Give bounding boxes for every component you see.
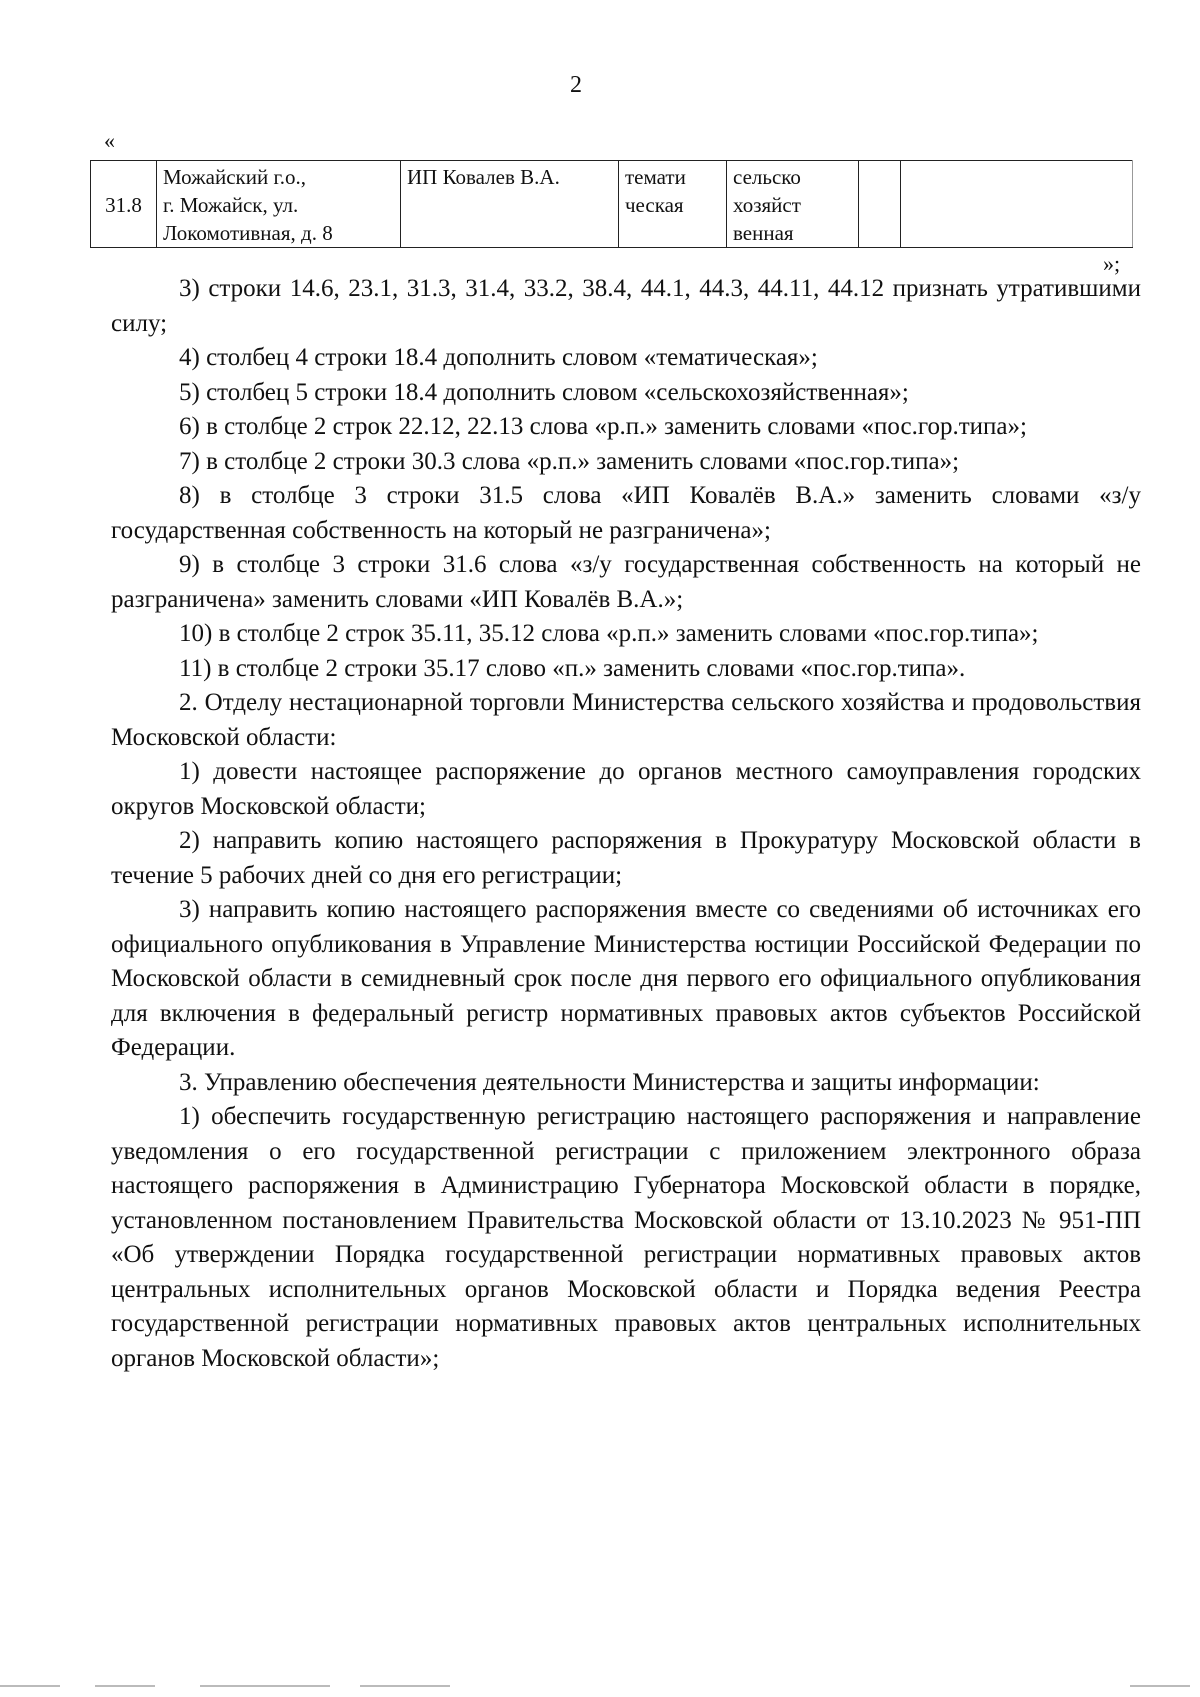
- address-line: Можайский г.о.,: [163, 165, 306, 189]
- scan-artifact: [360, 1685, 450, 1687]
- paragraph: 2) направить копию настоящего распоряжения в Прокуратуру Московской области в течение 5 рабочих дней со дня его регистрации;: [111, 827, 1141, 889]
- paragraph: 7) в столбце 2 строки 30.3 слова «р.п.» заменить словами «пос.гор.типа»;: [179, 447, 960, 475]
- owner-cell: [401, 161, 619, 248]
- specialization-line: сельско: [733, 165, 801, 189]
- paragraph: 11) в столбце 2 строки 35.17 слово «п.» заменить словами «пос.гор.типа».: [179, 654, 966, 682]
- table-close-quote: »;: [1103, 251, 1121, 276]
- paragraph: 3) направить копию настоящего распоряжения вместе со сведениями об источниках его официального опубликования в Управление Министерства юстиции Российской Федерации по Московской области в семидневный срок после дня первого его официального опубликования для включения в федеральный регистр нормативных правовых актов субъектов Российской Федерации.: [111, 896, 1141, 1061]
- page-number: 2: [570, 72, 582, 98]
- scan-artifact: [0, 1685, 60, 1687]
- empty-cell: [901, 161, 1133, 248]
- paragraph: 9) в столбце 3 строки 31.6 слова «з/у государственная собственность на который не разграничена» заменить словами «ИП Ковалёв В.А.»;: [111, 551, 1141, 613]
- paragraph: 2. Отделу нестационарной торговли Министерства сельского хозяйства и продовольствия Московской области:: [111, 689, 1141, 751]
- paragraph: 10) в столбце 2 строк 35.11, 35.12 слова «р.п.» заменить словами «пос.гор.типа»;: [179, 620, 1039, 647]
- scan-artifact: [1130, 1685, 1190, 1687]
- row-number-cell: 31.8: [91, 161, 157, 248]
- specialization-line: венная: [733, 221, 794, 245]
- address-cell: [157, 161, 401, 248]
- paragraph: 3) строки 14.6, 23.1, 31.3, 31.4, 33.2, 38.4, 44.1, 44.3, 44.11, 44.12 признать утратившими силу;: [111, 275, 1141, 337]
- paragraph: 8) в столбце 3 строки 31.5 слова «ИП Ковалёв В.А.» заменить словами «з/у государственная собственность на который не разграничена»;: [111, 482, 1141, 544]
- paragraph: 1) довести настоящее распоряжение до органов местного самоуправления городских округов Московской области;: [111, 758, 1141, 820]
- type-line: темати: [625, 165, 686, 189]
- type-line: ческая: [625, 193, 684, 217]
- scan-artifact: [200, 1685, 330, 1687]
- amendment-table: [90, 160, 1133, 248]
- table-row: [91, 161, 1133, 248]
- paragraph: 4) столбец 4 строки 18.4 дополнить словом «тематическая»;: [179, 344, 818, 371]
- paragraph: 6) в столбце 2 строк 22.12, 22.13 слова «р.п.» заменить словами «пос.гор.типа»;: [179, 413, 1027, 440]
- paragraph: 1) обеспечить государственную регистрацию настоящего распоряжения и направление уведомления о его государственной регистрации с приложением электронного образа настоящего распоряжения в Администрацию Губернатора Московской области в порядке, установленном постановлением Правительства Московской области от 13.10.2023 № 951-ПП «Об утверждении Порядка государственной регистрации нормативных правовых актов центральных исполнительных органов Московской области и Порядка ведения Реестра государственной регистрации нормативных правовых актов центральных исполнительных органов Московской области»;: [111, 1103, 1141, 1372]
- type-cell: [619, 161, 727, 248]
- document-body: [111, 272, 1141, 1376]
- address-line: г. Можайск, ул.: [163, 193, 299, 217]
- address-line: Локомотивная, д. 8: [163, 221, 333, 245]
- paragraph: 3. Управлению обеспечения деятельности Министерства и защиты информации:: [179, 1068, 1040, 1096]
- scan-artifact: [95, 1685, 155, 1687]
- paragraph: 5) столбец 5 строки 18.4 дополнить словом «сельскохозяйственная»;: [179, 378, 909, 406]
- table-open-quote: «: [104, 128, 115, 153]
- owner-text: ИП Ковалев В.А.: [407, 165, 560, 189]
- empty-cell: [859, 161, 901, 248]
- specialization-line: хозяйст: [733, 193, 801, 217]
- specialization-cell: [727, 161, 859, 248]
